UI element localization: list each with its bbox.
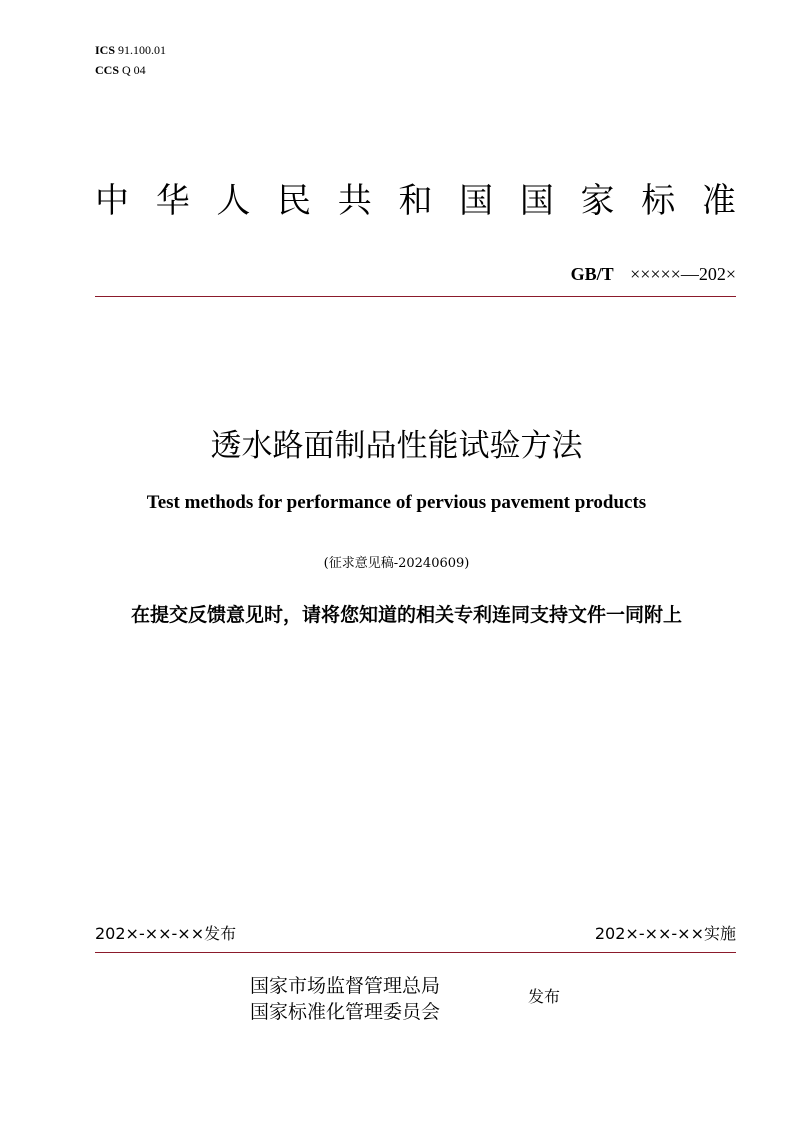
bottom-divider <box>95 952 736 953</box>
document-title-en: Test methods for performance of pervious pavement products <box>146 492 647 513</box>
standard-prefix: GB/T <box>570 264 614 284</box>
standard-number <box>571 264 736 285</box>
top-divider <box>95 296 736 297</box>
ics-label: ICS <box>95 43 116 57</box>
classification-codes <box>95 40 166 80</box>
document-title-cn: 透水路面制品性能试验方法 <box>210 428 583 464</box>
heading-char: 标 <box>641 180 676 221</box>
heading-char: 中 <box>95 180 129 221</box>
heading-char: 民 <box>277 180 312 221</box>
issuing-authorities <box>250 973 440 1025</box>
heading-char: 家 <box>580 180 615 221</box>
heading-char: 共 <box>337 180 372 221</box>
ics-code: 91.100.01 <box>118 43 167 57</box>
heading-char: 准 <box>701 180 736 221</box>
issuer-name: 国家市场监督管理总局 <box>250 975 441 997</box>
patent-notice: 在提交反馈意见时，请将您知道的相关专利连同支持文件一同附上 <box>130 604 682 626</box>
heading-char: 国 <box>459 180 494 221</box>
heading-char: 人 <box>216 180 251 221</box>
draft-note: (征求意见稿-20240609) <box>323 556 470 571</box>
ics-line <box>95 40 166 60</box>
heading-char: 国 <box>519 180 554 221</box>
publish-date: 202×-××-××发布 <box>95 924 237 943</box>
standard-code: ×××××—202× <box>630 264 736 284</box>
issue-label: 发布 <box>528 987 561 1006</box>
heading-char: 和 <box>398 180 433 221</box>
ccs-label: CCS <box>95 63 120 77</box>
ccs-line <box>95 60 166 80</box>
national-standard-heading <box>95 172 736 222</box>
ccs-code: Q 04 <box>122 63 146 77</box>
implement-date: 202×-××-××实施 <box>594 924 736 943</box>
issuer-name: 国家标准化管理委员会 <box>250 1001 441 1023</box>
heading-char: 华 <box>155 180 190 221</box>
